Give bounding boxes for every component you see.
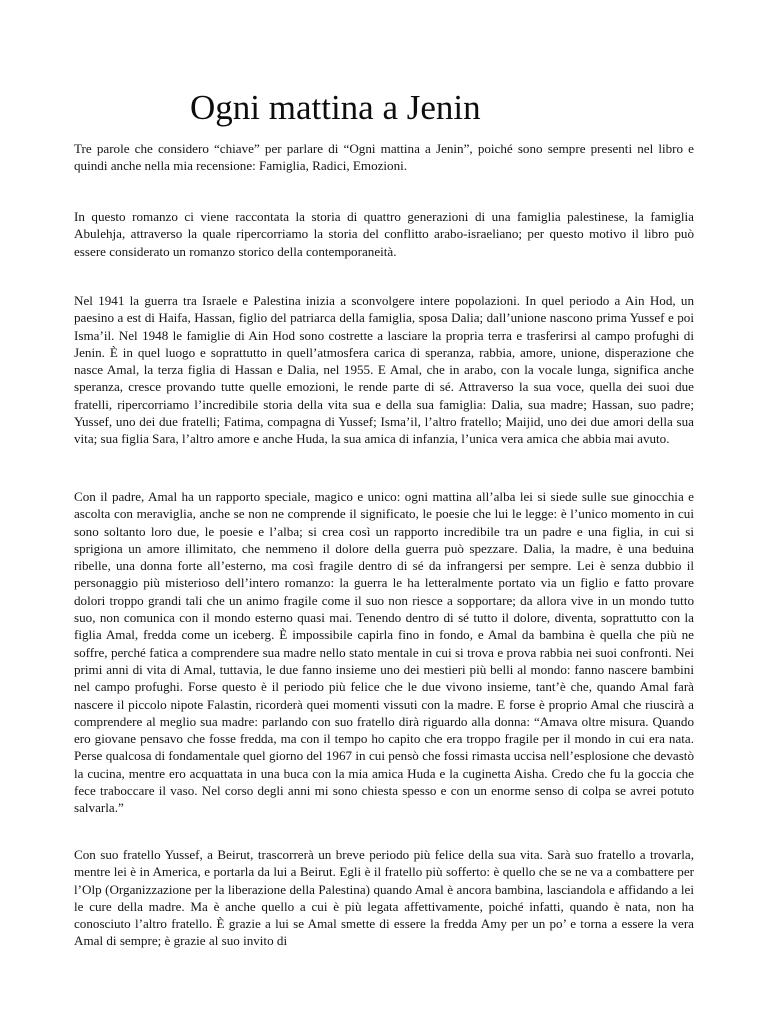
- paragraph-history: Nel 1941 la guerra tra Israele e Palestina inizia a sconvolgere intere popolazioni. In quel periodo a Ain Hod, un paesino a est di Haifa, Hassan, figlio del patriarca della famiglia, sposa Dalia; dall’unione nascono prima Yussef e poi Isma’il. Nel 1948 le famiglie di Ain Hod sono costrette a lasciare la propria terra e trasferirsi al campo profughi di Jenin. È in quel luogo e soprattutto in quell’atmosfera carica di speranza, rabbia, amore, unione, disperazione che nasce Amal, la terza figlia di Hassan e Dalia, nel 1955. E Amal, che in arabo, con la vocale lunga, significa anche speranza, cresce provando tutte quelle emozioni, le rende parte di sé. Attraverso la sua voce, quella dei suoi due fratelli, ripercorriamo l’incredibile storia della vita sua e della sua famiglia: Dalia, sua madre; Hassan, suo padre; Yussef, uno dei due fratelli; Fatima, compagna di Yussef; Isma’il, l’altro fratello; Maijid, uno dei due amori della sua vita; sua figlia Sara, l’altro amore e anche Huda, la sua amica di infanzia, l’unica vera amica che abbia mai avuto.: [74, 293, 694, 447]
- paragraph-yussef: Con suo fratello Yussef, a Beirut, trascorrerà un breve periodo più felice della sua vita. Sarà suo fratello a trovarla, mentre lei è in America, e portarla da lui a Beirut. Egli è il fratello più sofferto: è quello che se ne va a combattere per l’Olp (Organizzazione per la liberazione della Palestina) quando Amal è ancora bambina, lasciandola e affidando a lei le cure della madre. Ma è anche quello a cui è più legata affettivamente, poiché infatti, quando è nata, non ha conosciuto l’altro fratello. È grazie a lui se Amal smette di essere la fredda Amy per un po’ e torna a essere la vera Amal di sempre; è grazie al suo invito di: [74, 847, 694, 949]
- document-page: [74, 0, 694, 1024]
- document-title: Ogni mattina a Jenin: [190, 88, 481, 127]
- paragraph-intro: Tre parole che considero “chiave” per parlare di “Ogni mattina a Jenin”, poiché sono sempre presenti nel libro e quindi anche nella mia recensione: Famiglia, Radici, Emozioni.: [74, 141, 694, 174]
- paragraph-parents: Con il padre, Amal ha un rapporto speciale, magico e unico: ogni mattina all’alba lei si siede sulle sue ginocchia e ascolta con meraviglia, anche se non ne comprende il significato, le poesie che lui le legge: è l’unico momento in cui sono soltanto loro due, le poesie e l’alba; si crea così un rapporto incredibile tra un padre e una figlia, in cui si sprigiona un amore illimitato, che nemmeno il dolore della guerra può spezzare. Dalia, la madre, è una beduina ribelle, una donna forte all’esterno, ma così fragile dentro di sé da infrangersi per sempre. Lei è senza dubbio il personaggio più misterioso dell’intero romanzo: la guerra le ha letteralmente portato via un figlio e fatto provare dolori troppo grandi tali che un animo fragile come il suo non riesce a sopportare; da allora vive in un mondo tutto suo, non comunica con il mondo esterno quasi mai. Tenendo dentro di sé tutto il dolore, diventa, soprattutto con la figlia Amal, fredda come un iceberg. È impossibile capirla fino in fondo, e Amal da bambina è quella che più ne soffre, perché fatica a comprendere sua madre nello stato mentale in cui si trova e prova rabbia nei suoi confronti. Nei primi anni di vita di Amal, tuttavia, le due fanno insieme uno dei mestieri più belli al mondo: fanno nascere bambini nel campo profughi. Forse questo è il periodo più felice che le due vivono insieme, tant’è che, quando Amal farà nascere il piccolo nipote Falastin, ricorderà quei momenti vissuti con la madre. E forse è proprio Amal che riuscirà a comprendere al meglio sua madre: parlando con suo fratello dirà riguardo alla donna: “Amava oltre misura. Quando ero giovane pensavo che fosse fredda, ma con il tempo ho capito che era troppo fragile per il mondo in cui era nata. Perse qualcosa di fondamentale quel giorno del 1967 in cui pensò che fossi rimasta uccisa nell’esplosione che devastò la cucina, mentre ero acquattata in una buca con la mia amica Huda e la cuginetta Aisha. Credo che fu la goccia che fece traboccare il vaso. Nel corso degli anni mi sono chiesta spesso e con un enorme senso di colpa se avrei potuto salvarla.”: [74, 489, 694, 816]
- paragraph-novel-summary: In questo romanzo ci viene raccontata la storia di quattro generazioni di una famiglia palestinese, la famiglia Abulehja, attraverso la quale ripercorriamo la storia del conflitto arabo-israeliano; per questo motivo il libro può essere considerato un romanzo storico della contemporaneità.: [74, 209, 694, 259]
